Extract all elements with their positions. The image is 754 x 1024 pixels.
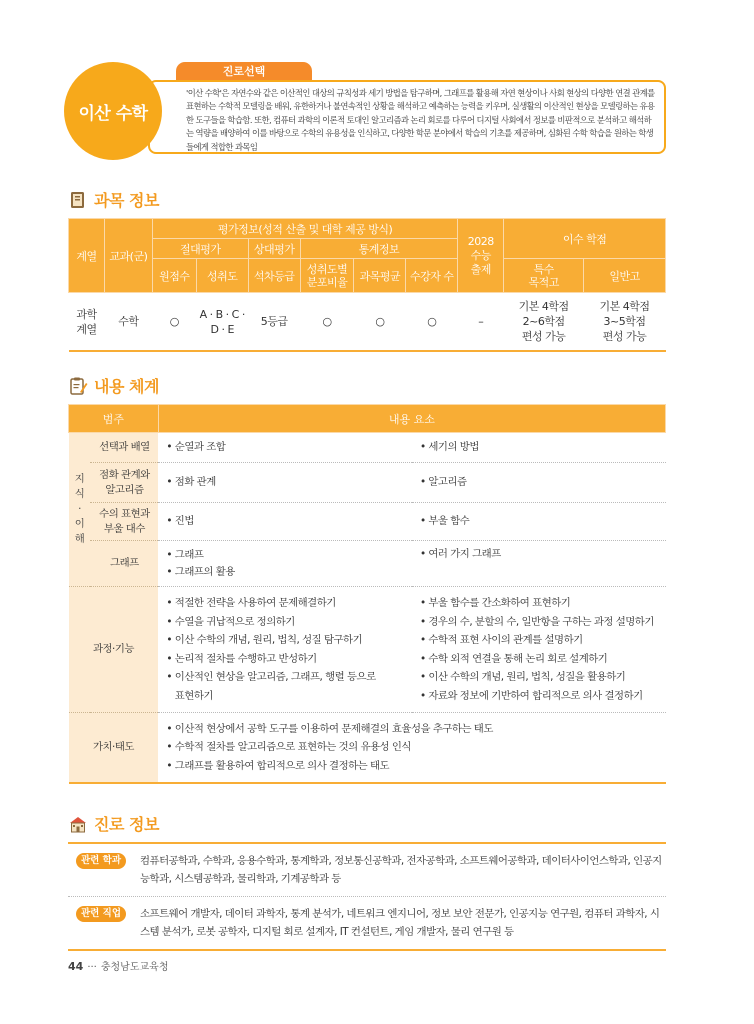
category-number-boolean: 수의 표현과 부울 대수 — [90, 503, 158, 541]
header-dist: 성취도별 분포비율 — [300, 259, 354, 293]
career-info — [68, 842, 666, 951]
header-mean: 과목평균 — [354, 259, 406, 293]
row-dist: ○ — [300, 293, 354, 352]
header-elements: 내용 요소 — [158, 405, 665, 433]
footer-separator: ··· — [87, 962, 97, 973]
publisher-name: 충청남도교육청 — [100, 962, 169, 973]
related-jobs-text: 소프트웨어 개발자, 데이터 과학자, 통계 분석가, 네트워크 엔지니어, 정보 보안 전문가, 인공지능 연구원, 컴퓨터 과학자, 시스템 분석가, 로봇 공학자, 디지털 회로 설계자, IT 컨설턴트, 게임 개발자, 물리 연구원 등 — [140, 908, 660, 938]
element-left: • 그래프 • 그래프의 활용 — [158, 541, 412, 587]
related-departments-badge: 관련 학과 — [76, 853, 126, 869]
element-right: • 부울 함수 — [412, 503, 666, 541]
category-process: 과정·기능 — [69, 587, 159, 713]
header-rank: 석차등급 — [248, 259, 300, 293]
category-values: 가치·태도 — [69, 713, 159, 783]
row-general: 기본 4학점 3~5학점 편성 가능 — [584, 293, 666, 352]
header-achievement: 성취도 — [196, 259, 248, 293]
related-jobs-row — [68, 896, 666, 949]
elective-tab-label: 진로선택 — [176, 62, 312, 80]
book-icon — [68, 190, 88, 210]
header-special: 특수 목적고 — [504, 259, 584, 293]
header-category: 범주 — [69, 405, 159, 433]
table-row — [69, 503, 666, 541]
content-system-table — [68, 404, 666, 784]
element-left: • 점화 관계 — [158, 463, 412, 503]
subject-header — [64, 56, 669, 160]
row-subject: 수학 — [104, 293, 152, 352]
row-field: 과학 계열 — [69, 293, 105, 352]
subject-title: 이산 수학 — [64, 62, 162, 160]
element-left: • 적절한 전략을 사용하여 문제해결하기 • 수열을 귀납적으로 정의하기 • 이산 수학의 개념, 원리, 법칙, 성질 탐구하기 • 논리적 절차를 수행하고 반성하기 • 이산적인 현상을 알고리즘, 그래프, 행렬 등으로 표현하기 — [158, 587, 412, 713]
table-row — [69, 541, 666, 587]
element-values: • 이산적 현상에서 공학 도구를 이용하여 문제해결의 효율성을 추구하는 태도 • 수학적 절차를 알고리즘으로 표현하는 것의 유용성 인식 • 그래프를 활용하여 합리적으로 의사 결정하는 태도 — [158, 713, 665, 783]
category-recurrence-algorithm: 점화 관계와 알고리즘 — [90, 463, 158, 503]
row-csat: – — [458, 293, 504, 352]
header-subject: 교과(군) — [104, 219, 152, 293]
element-right: • 알고리즘 — [412, 463, 666, 503]
category-selection-arrangement: 선택과 배열 — [90, 433, 158, 463]
header-absolute: 절대평가 — [152, 239, 248, 259]
header-raw: 원점수 — [152, 259, 196, 293]
row-students: ○ — [406, 293, 458, 352]
clipboard-pencil-icon — [68, 376, 88, 396]
header-csat: 2028 수능 출제 — [458, 219, 504, 293]
career-title: 진로 정보 — [94, 815, 159, 834]
header-stats: 통계정보 — [300, 239, 458, 259]
subject-description: '이산 수학'은 자연수와 같은 이산적인 대상의 규칙성과 세기 방법을 탐구하며, 그래프를 활용해 자연 현상이나 사회 현상의 다양한 연결 관계를 표현하는 수학적 모델링을 배워, 유한하거나 불연속적인 상황을 해석하고 예측하는 능력을 키우며, 실생활의 이산적인 현상을 모델링하는 유용한 도구들을 학습함. 또한, 컴퓨터 과학의 이론적 토대인 알고리즘과 논리 회로를 다루어 디지털 사회에서 정보를 비판적으로 분석하고 해석하는 역량을 배양하여 이를 바탕으로 수학의 유용성을 인식하고, 다양한 학문 분야에서 학습의 기초를 제공하며, 심화된 수학 학습을 원하는 학생들에게 적합한 과목임 — [148, 80, 666, 154]
row-achievement: A · B · C · D · E — [196, 293, 248, 352]
element-right: • 세기의 방법 — [412, 433, 666, 463]
table-row — [69, 587, 666, 713]
row-rank: 5등급 — [248, 293, 300, 352]
element-left: • 순열과 조합 — [158, 433, 412, 463]
related-jobs-badge: 관련 직업 — [76, 906, 126, 922]
table-row — [69, 713, 666, 783]
row-special: 기본 4학점 2~6학점 편성 가능 — [504, 293, 584, 352]
row-mean: ○ — [354, 293, 406, 352]
content-system-title: 내용 체계 — [94, 377, 159, 396]
related-departments-row — [68, 844, 666, 896]
content-system-heading — [68, 374, 159, 397]
header-students: 수강자 수 — [406, 259, 458, 293]
page-number: 44 — [68, 960, 84, 973]
header-field: 계열 — [69, 219, 105, 293]
table-row — [69, 463, 666, 503]
element-left: • 진법 — [158, 503, 412, 541]
header-eval: 평가정보(성적 산출 및 대학 제공 방식) — [152, 219, 457, 239]
career-heading — [68, 812, 159, 835]
subject-info-title: 과목 정보 — [94, 191, 159, 210]
header-general: 일반고 — [584, 259, 666, 293]
header-credits: 이수 학점 — [504, 219, 666, 259]
school-building-icon — [68, 814, 88, 834]
header-relative: 상대평가 — [248, 239, 300, 259]
category-knowledge: 지 식 · 이 해 — [69, 433, 91, 587]
element-right: • 부울 함수를 간소화하여 표현하기 • 경우의 수, 분할의 수, 일반항을 구하는 과정 설명하기 • 수학적 표현 사이의 관계를 설명하기 • 수학 외적 연결을 통해 논리 회로 설계하기 • 이산 수학의 개념, 원리, 법칙, 성질을 활용하기 • 자료와 정보에 기반하여 합리적으로 의사 결정하기 — [412, 587, 666, 713]
row-raw: ○ — [152, 293, 196, 352]
table-row — [69, 293, 666, 352]
category-graph: 그래프 — [90, 541, 158, 587]
element-right: • 여러 가지 그래프 — [412, 541, 666, 587]
page-footer — [68, 958, 168, 973]
subject-info-heading — [68, 188, 159, 211]
table-row — [69, 433, 666, 463]
related-departments-text: 컴퓨터공학과, 수학과, 응용수학과, 통계학과, 정보통신공학과, 전자공학과, 소프트웨어공학과, 데이터사이언스학과, 인공지능학과, 시스템공학과, 물리학과, 기계공학과 등 — [140, 855, 662, 885]
subject-info-table — [68, 218, 666, 352]
